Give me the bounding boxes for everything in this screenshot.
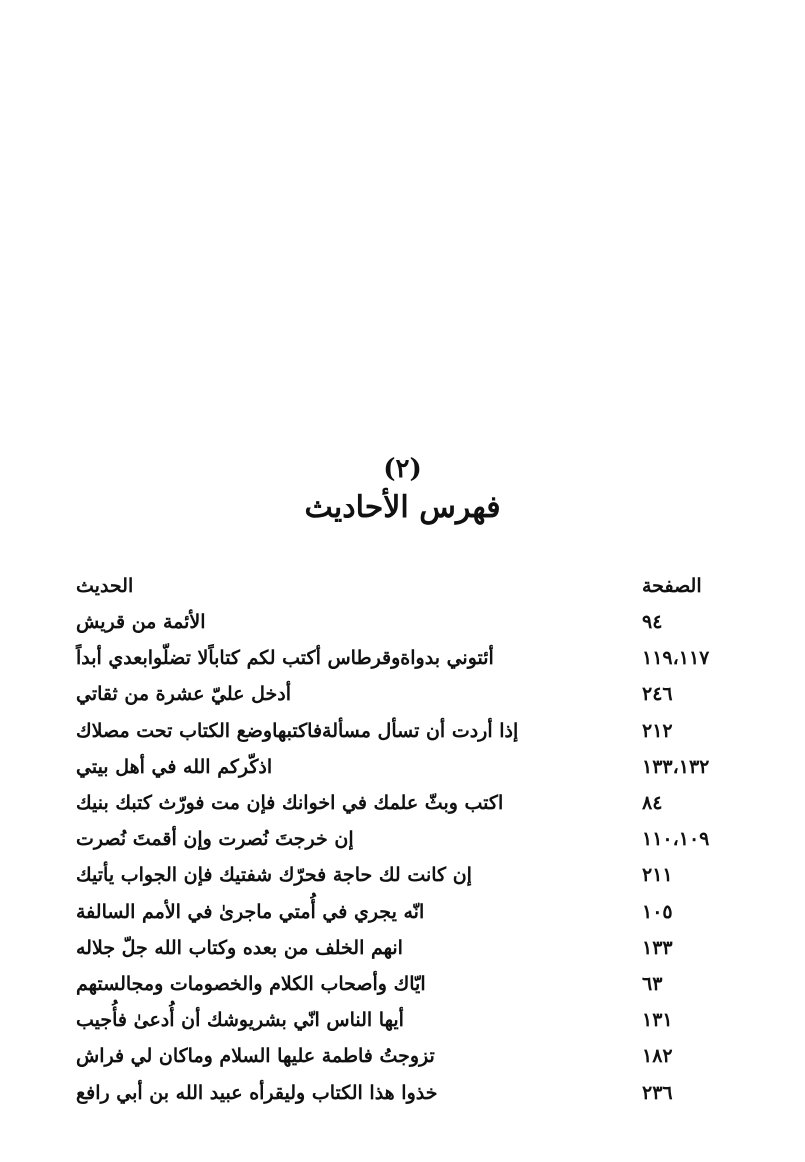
hadith-text: اكتب وبثّ علمك في اخوانك فإن مت فورّث كتبك بنيك xyxy=(76,792,504,815)
page-number: ١٨٢ xyxy=(642,1045,673,1068)
table-row xyxy=(76,640,732,676)
table-row xyxy=(76,749,732,785)
hadith-text: إن كانت لك حاجة فحرّك شفتيك فإن الجواب يأتيك xyxy=(76,864,472,887)
hadith-text: أئتوني بدواةوقرطاس أكتب لكم كتاباًلا تضلّوابعدي أبداً xyxy=(76,647,494,670)
section-number: (٢) xyxy=(383,454,422,484)
page-number: ٢١٢ xyxy=(642,719,673,742)
table-header-row xyxy=(76,568,732,604)
table-row xyxy=(76,857,732,893)
page-number: ٨٤ xyxy=(642,792,663,815)
hadith-column-header: الحديث xyxy=(76,575,134,597)
table-row xyxy=(76,1002,732,1038)
page-number: ٦٣ xyxy=(642,972,663,995)
hadith-text: ايّاك وأصحاب الكلام والخصومات ومجالستهم xyxy=(76,972,426,995)
table-row xyxy=(76,604,732,640)
table-row xyxy=(76,713,732,749)
page-number: ١٣٣،١٣٢ xyxy=(642,755,710,778)
page-number: ٢٤٦ xyxy=(642,683,673,706)
page-number: ١٠٥ xyxy=(642,900,673,923)
hadith-index-table xyxy=(76,568,732,1111)
hadith-text: تزوجتُ فاطمة عليها السلام وماكان لي فراش xyxy=(76,1045,435,1068)
page-column-header: الصفحة xyxy=(642,575,702,597)
table-row xyxy=(76,1038,732,1074)
table-row xyxy=(76,966,732,1002)
page-number: ٩٤ xyxy=(642,611,663,634)
page-number: ١٣١ xyxy=(642,1009,673,1032)
table-row xyxy=(76,821,732,857)
hadith-text: الأئمة من قريش xyxy=(76,611,206,634)
hadith-text: إذا أردت أن تسأل مسألةفاكتبهاوضع الكتاب تحت مصلاك xyxy=(76,719,519,742)
hadith-text: انّه يجري في أُمتي ماجرىٰ في الأمم السالفة xyxy=(76,900,425,923)
page-number: ٢٣٦ xyxy=(642,1081,673,1104)
hadith-text: أيها الناس انّي بشريوشك أن أُدعىٰ فأُجيب xyxy=(76,1009,404,1032)
table-row xyxy=(76,676,732,712)
hadith-text: خذوا هذا الكتاب وليقرأه عبيد الله بن أبي رافع xyxy=(76,1081,438,1104)
hadith-text: أدخل عليّ عشرة من ثقاتي xyxy=(76,683,291,706)
page-number: ١٣٣ xyxy=(642,936,673,959)
page-number: ١١٠،١٠٩ xyxy=(642,828,710,851)
table-row xyxy=(76,785,732,821)
page-number: ٢١١ xyxy=(642,864,673,887)
page-title: فهرس الأحاديث xyxy=(304,490,501,525)
table-row xyxy=(76,1074,732,1110)
hadith-text: انهم الخلف من بعده وكتاب الله جلّ جلاله xyxy=(76,936,403,959)
page-number: ١١٩،١١٧ xyxy=(642,647,710,670)
table-row xyxy=(76,894,732,930)
table-row xyxy=(76,930,732,966)
hadith-text: اذكّركم الله في أهل بيتي xyxy=(76,755,273,778)
hadith-text: إن خرجتَ نُصرت وإن أقمتَ نُصرت xyxy=(76,828,354,851)
